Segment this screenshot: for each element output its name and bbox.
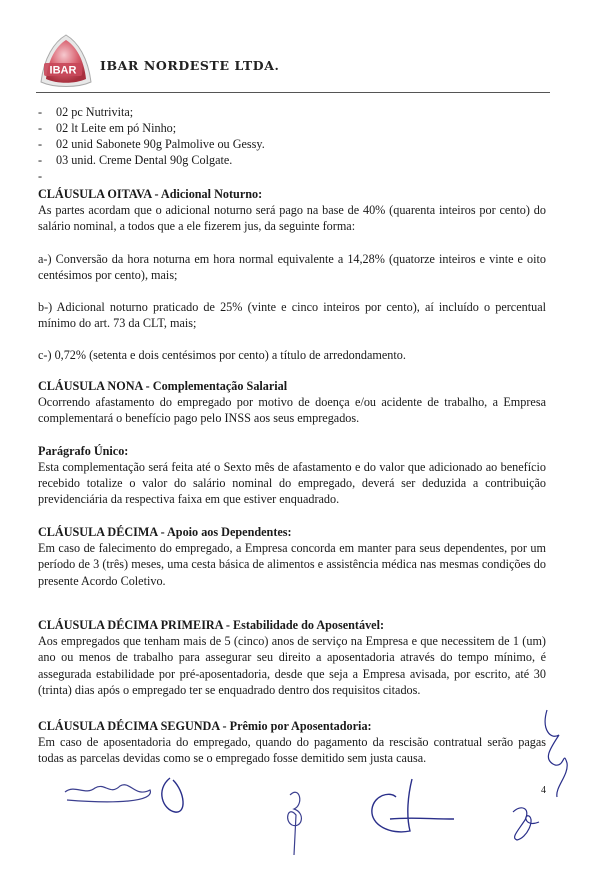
clause-9	[38, 378, 546, 507]
clause-heading: CLÁUSULA OITAVA - Adicional Noturno:	[38, 187, 263, 201]
list-item: - 03 unid. Creme Dental 90g Colgate.	[38, 153, 233, 167]
initials-1-icon	[535, 705, 585, 800]
clause-heading: CLÁUSULA DÉCIMA PRIMEIRA - Estabilidade do Aposentável:	[38, 618, 385, 632]
signature-3-icon	[360, 775, 460, 840]
clause-item-c: c-) 0,72% (setenta e dois centésimos por cento) a título de arredondamento.	[38, 348, 406, 363]
list-item: - 02 lt Leite em pó Ninho;	[38, 121, 177, 135]
clause-heading: CLÁUSULA NONA - Complementação Salarial	[38, 379, 288, 393]
paragraph-heading: Parágrafo Único:	[38, 443, 129, 458]
signature-1-icon	[55, 770, 195, 820]
clause-text: Em caso de falecimento do empregado, a Empresa concorda em manter para seus dependentes, por um período de 3 (três) meses, uma cesta básica de alimentos e assistência médica nas mesmas condições do presente Acordo Coletivo.	[38, 541, 546, 588]
list-item: - 02 pc Nutrivita;	[38, 105, 134, 119]
clause-11	[38, 617, 546, 698]
svg-text:IBAR: IBAR	[49, 64, 77, 77]
clause-heading: CLÁUSULA DÉCIMA SEGUNDA - Prêmio por Aposentadoria:	[38, 719, 372, 733]
page-number: 4	[541, 785, 546, 796]
signature-2-icon	[280, 785, 320, 860]
clause-12	[38, 718, 546, 767]
clause-10	[38, 524, 546, 589]
clause-item-a: a-) Conversão da hora noturna em hora normal equivalente a 14,28% (quatorze inteiros e vinte e oito centésimos por cento), mais;	[38, 251, 546, 282]
letterhead	[38, 30, 550, 90]
clause-heading: CLÁUSULA DÉCIMA - Apoio aos Dependentes:	[38, 525, 292, 539]
paragraph-text: Esta complementação será feita até o Sexto mês de afastamento e do valor que adicionado ao benefício recebido totalize o valor do salário nominal do empregado, deverá ser deduzida a contribuição previdenciária da respectiva faixa em que estiver enquadrado.	[38, 459, 546, 507]
clause-text: Em caso de aposentadoria do empregado, quando do pagamento da rescisão contratual serão pagas todas as parcelas devidas como se o empregado fosse demitido sem justa causa.	[38, 735, 546, 766]
clause-item-b: b-) Adicional noturno praticado de 25% (vinte e cinco inteiros por cento), aí incluído o percentual mínimo do art. 73 da CLT, mais;	[38, 300, 546, 331]
ibar-logo-icon	[38, 32, 94, 90]
list-item: - 02 unid Sabonete 90g Palmolive ou Gessy.	[38, 137, 265, 151]
header-divider	[36, 92, 550, 93]
clause-text: Ocorrendo afastamento do empregado por motivo de doença e/ou acidente de trabalho, a Empresa complementará o benefício pago pelo INSS aos seus empregados.	[38, 395, 546, 426]
list-item: -	[38, 169, 43, 183]
company-name: IBAR NORDESTE LTDA.	[100, 58, 280, 73]
clause-text: As partes acordam que o adicional noturno será pago na base de 40% (quarenta inteiros por cento) do salário nominal, a todos que a ele fizerem jus, da seguinte forma:	[38, 203, 546, 234]
clause-8	[38, 186, 546, 364]
basket-items-list	[38, 104, 265, 184]
initials-2-icon	[505, 800, 545, 845]
clause-text: Aos empregados que tenham mais de 5 (cinco) anos de serviço na Empresa e que necessitem de 1 (um) ano ou menos de trabalho para assegurar seu direito a aposentadoria através do tempo mínimo, é assegurada estabilidade por pré-aposentadoria, desde que seja a Empresa avisada, por escrito, até 30 (trinta) dias após o empregado ter se enquadrado dentro dos requisitos citados.	[38, 634, 546, 697]
